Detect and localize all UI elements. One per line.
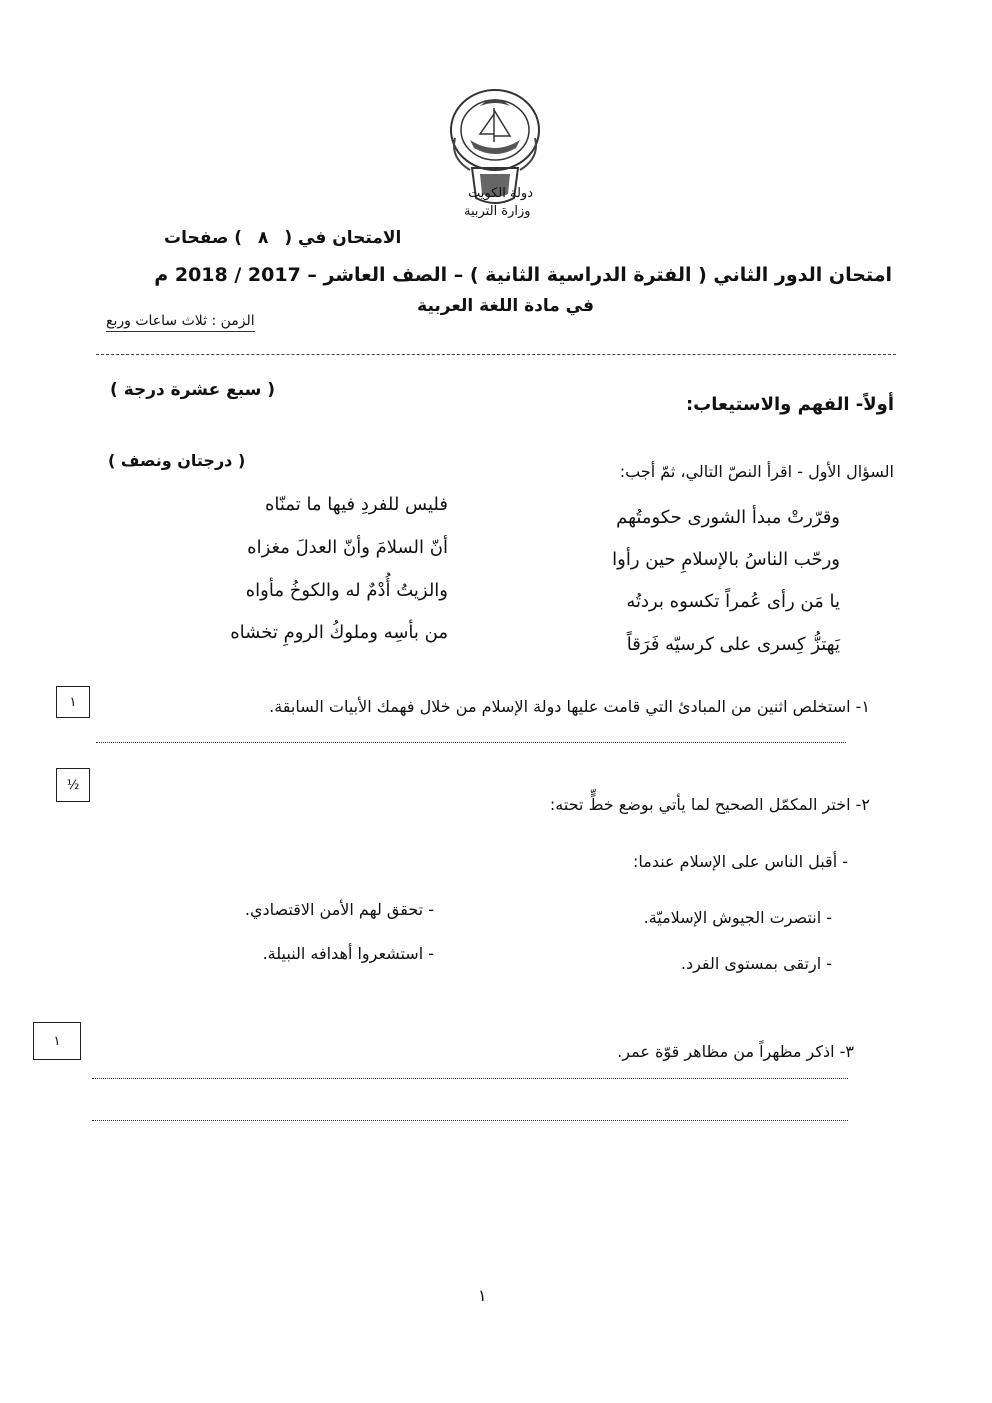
ministry-name: وزارة التربية <box>464 204 531 219</box>
answer-line-q1[interactable] <box>96 742 846 743</box>
item2-text: ٢- اختر المكمّل الصحيح لما يأتي بوضع خطٍّ تحته: <box>549 795 870 814</box>
score-q3: ١ <box>53 1033 61 1049</box>
pages-suffix: ) صفحات <box>164 228 243 248</box>
score-box-q3 <box>33 1022 81 1060</box>
verse-right-2: ورحّب الناسُ بالإسلامِ حين رأوا <box>612 549 840 570</box>
section-title: أولاً- الفهم والاستيعاب: <box>685 394 894 415</box>
answer-line-q3b[interactable] <box>92 1120 848 1121</box>
pages-line <box>164 228 401 248</box>
answer-line-q3a[interactable] <box>92 1078 848 1079</box>
item3-text: ٣- اذكر مظهراً من مظاهر قوّة عمر. <box>617 1042 854 1061</box>
item1-text: ١- استخلص اثنين من المبادئ التي قامت عليها دولة الإسلام من خلال فهمك الأبيات السابقة. <box>269 697 870 716</box>
subject-line: في مادة اللغة العربية <box>417 296 594 316</box>
verse-right-4: يَهتزُّ كِسرى على كرسيّه فَرَقاً <box>626 634 840 655</box>
question1-marks: ( درجتان ونصف ) <box>108 451 246 470</box>
score-box-q1 <box>56 686 90 718</box>
page-number: ١ <box>478 1286 487 1305</box>
verse-left-1: فليس للفردِ فيها ما تمنّاه <box>264 494 448 515</box>
header-divider <box>96 354 896 355</box>
score-box-q2 <box>56 768 90 802</box>
state-name: دولة الكويت <box>468 186 533 201</box>
verse-right-3: يا مَن رأى عُمراً تكسوه بردتُه <box>626 591 840 612</box>
option-1[interactable]: - انتصرت الجيوش الإسلاميّة. <box>643 908 832 927</box>
score-q2: ½ <box>66 777 80 793</box>
item2-stem: - أقبل الناس على الإسلام عندما: <box>632 852 848 871</box>
option-4[interactable]: - استشعروا أهدافه النبيلة. <box>262 944 434 963</box>
pages-count: ٨ <box>258 228 269 248</box>
section-marks: ( سبع عشرة درجة ) <box>110 380 276 400</box>
question1-prompt: السؤال الأول - اقرأ النصّ التالي، ثمّ أجب: <box>619 462 894 481</box>
option-3[interactable]: - ارتقى بمستوى الفرد. <box>680 954 832 973</box>
score-q1: ١ <box>69 694 77 710</box>
verse-left-3: والزيتُ أُدْمٌ له والكوخُ مأواه <box>245 580 448 601</box>
pages-prefix: الامتحان في ( <box>284 228 402 248</box>
option-2[interactable]: - تحقق لهم الأمن الاقتصادي. <box>244 900 434 919</box>
verse-right-1: وقرّرتْ مبدأ الشورى حكومتُهم <box>616 507 840 528</box>
verse-left-4: من بأسِه وملوكُ الرومِ تخشاه <box>230 622 448 643</box>
duration: الزمن : ثلاث ساعات وربع <box>106 313 255 332</box>
exam-title: امتحان الدور الثاني ( الفترة الدراسية الثانية ) – الصف العاشر – 2017 / 2018 م <box>154 264 892 286</box>
verse-left-2: أنّ السلامَ وأنّ العدلَ مغزاه <box>247 537 448 558</box>
